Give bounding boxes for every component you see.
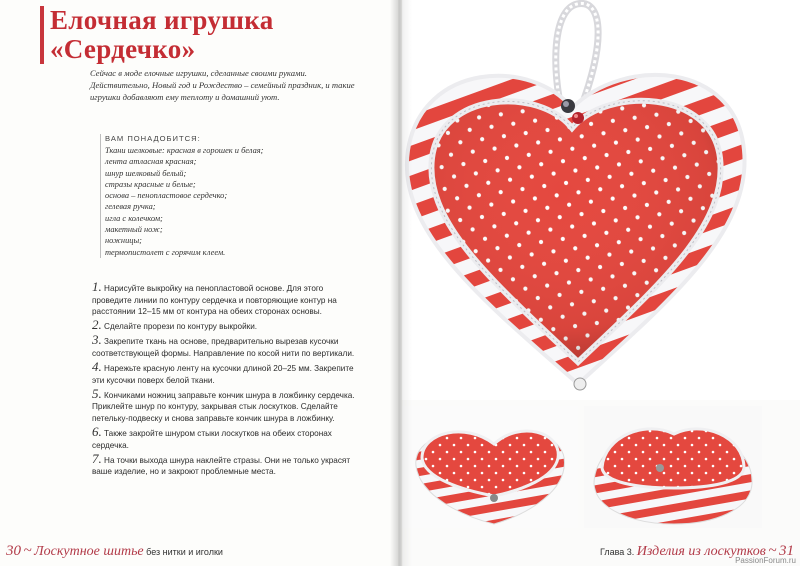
material-item: основа – пенопластовое сердечко; <box>105 191 228 201</box>
step-1 <box>92 281 364 318</box>
heart-ornament-photo <box>402 0 800 400</box>
heart-side-photo-2 <box>584 406 762 528</box>
footer-dash: ~ <box>23 543 32 559</box>
heart-side-illustration-2 <box>584 406 762 528</box>
watermark: PassionForum.ru <box>735 556 796 565</box>
instruction-steps <box>92 281 364 479</box>
right-page-number: 31 <box>779 543 794 559</box>
material-item: ножницы; <box>105 236 142 246</box>
step-text: Сделайте прорези по контуру выкройки. <box>104 322 258 332</box>
step-number: 6. <box>92 424 102 440</box>
book-spine-shadow <box>390 0 412 566</box>
step-6 <box>92 426 364 451</box>
heart-ornament-illustration <box>402 0 800 400</box>
material-item: гелевая ручка; <box>105 202 156 212</box>
step-number: 1. <box>92 279 102 294</box>
title-line-1: Елочная игрушка <box>50 5 274 35</box>
material-item: Ткани шелковые: красная в горошек и белая; <box>105 146 264 155</box>
materials-list <box>100 134 355 258</box>
material-item: лента атласная красная; <box>105 157 197 167</box>
step-5 <box>92 385 364 425</box>
step-number: 4. <box>92 359 102 375</box>
chapter-label: Глава 3. <box>599 547 635 557</box>
step-2 <box>92 319 364 333</box>
step-number: 2. <box>92 317 102 333</box>
step-4 <box>92 361 364 386</box>
rhinestone <box>574 378 586 390</box>
footer-dash: ~ <box>768 543 777 559</box>
heart-side-illustration-1 <box>402 406 578 528</box>
step-text: На точки выхода шнура наклейте стразы. Они не только украсят ваше изделие, но и закроют проблемные места. <box>92 455 351 477</box>
step-number: 3. <box>92 332 102 348</box>
material-item: термопистолет с горячим клеем. <box>105 247 226 257</box>
title-line-2: «Сердечко» <box>50 34 196 64</box>
heart-side-photo-1 <box>402 406 578 528</box>
step-text: Кончиками ножниц заправьте кончик шнура в ложбинку сердечка. Приклейте шнур по контуру, закрывая стык лоскутков. Сделайте петельку-подвеску и снова заправьте кончик шнура в ложбинку. <box>92 390 355 423</box>
material-item: игла с колечком; <box>105 213 163 223</box>
step-3 <box>92 334 364 359</box>
step-text: Также закройте шнуром стыки лоскутков на обеих сторонах сердечка. <box>92 429 332 450</box>
right-page <box>402 0 800 566</box>
material-item: шнур шелковый белый; <box>105 168 187 178</box>
chapter-title: Изделия из лоскутков <box>636 544 766 559</box>
rhinestone <box>572 112 584 124</box>
step-text: Нарисуйте выкройку на пенопластовой основе. Для этого проведите линии по контуру сердечка и повторяющие контур на расстоянии 12–15 мм от контура на обеих сторонах основы. <box>92 284 337 317</box>
step-text: Закрепите ткань на основе, предварительно вырезав кусочки соответствующей формы. Направление по косой нити по вертикали. <box>92 337 355 358</box>
intro-paragraph: Сейчас в моде елочные игрушки, сделанные своими руками. Действительно, Новый год и Рождество – семейный праздник, и такие игрушки добавляют ему теплоту и домашний уют. <box>90 68 355 102</box>
series-title: Лоскутное шитье <box>34 544 144 559</box>
series-subtitle: без нитки и иголки <box>146 547 223 557</box>
left-page-number: 30 <box>6 543 21 559</box>
material-item: макетный нож; <box>105 225 163 235</box>
left-page <box>0 0 398 566</box>
step-number: 7. <box>92 450 102 466</box>
left-footer <box>6 543 223 560</box>
step-text: Нарежьте красную ленту на кусочки длиной 20–25 мм. Закрепите эти кусочки поверх белой ткани. <box>92 364 354 385</box>
material-item: стразы красные и белые; <box>105 179 196 189</box>
step-7 <box>92 450 364 478</box>
article-title <box>40 6 274 64</box>
materials-heading: ВАМ ПОНАДОБИТСЯ: <box>105 134 201 143</box>
step-number: 5. <box>92 385 102 401</box>
